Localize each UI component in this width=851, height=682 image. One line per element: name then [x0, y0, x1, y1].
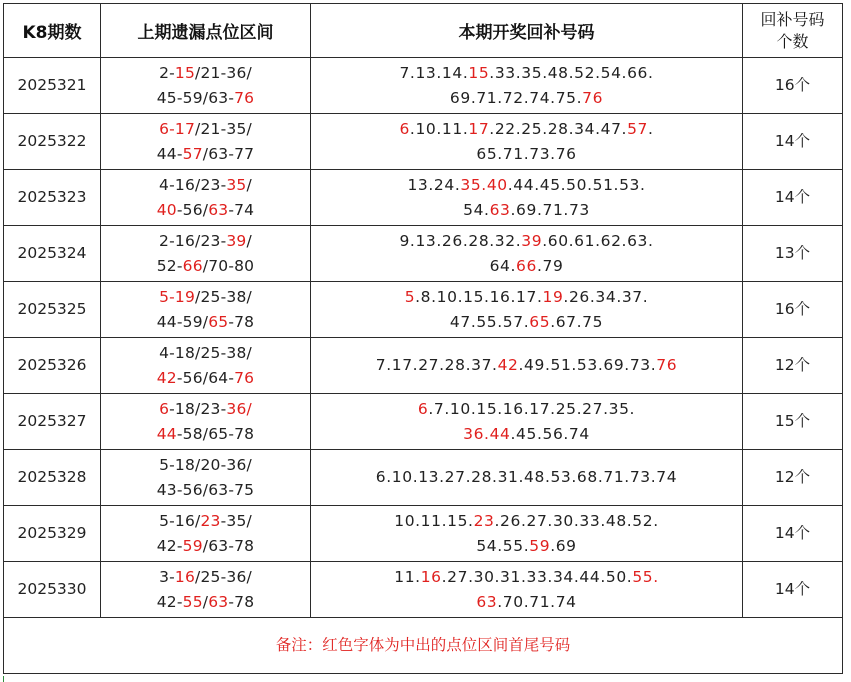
- sheet-edge-marker: [3, 676, 4, 682]
- range-line: [101, 173, 310, 198]
- numbers-segment: 13.24.: [407, 175, 461, 194]
- range-highlight-segment: 40: [156, 200, 177, 219]
- numbers-highlight-segment: 65: [529, 312, 551, 331]
- numbers-segment: .67.75: [550, 312, 604, 331]
- numbers-cell: [311, 450, 743, 506]
- range-line: [101, 117, 310, 142]
- range-segment: 5-18/20-36/: [159, 455, 252, 474]
- range-segment: -56/: [176, 200, 209, 219]
- numbers-cell: [311, 58, 743, 114]
- range-cell: [101, 450, 311, 506]
- range-segment: /63-78: [202, 536, 255, 555]
- note-row: [4, 618, 843, 674]
- range-highlight-segment: 63: [208, 592, 229, 611]
- range-segment: 45-59/63-: [156, 88, 235, 107]
- numbers-segment: .26.27.30.33.48.52.: [494, 511, 659, 530]
- count-cell: 14个: [743, 562, 843, 618]
- period-cell: 2025325: [4, 282, 101, 338]
- range-highlight-segment: 65: [208, 312, 229, 331]
- numbers-highlight-segment: 17: [468, 119, 490, 138]
- range-segment: 44-59/: [156, 312, 209, 331]
- numbers-highlight-segment: 66: [516, 256, 537, 275]
- numbers-highlight-segment: 35.40: [460, 175, 508, 194]
- numbers-line: [311, 117, 742, 142]
- range-highlight-segment: 23: [200, 511, 221, 530]
- numbers-line: [311, 509, 742, 534]
- numbers-line: [311, 86, 742, 111]
- numbers-line: [311, 173, 742, 198]
- range-line: [101, 86, 310, 111]
- range-segment: 4-16/23-: [159, 175, 227, 194]
- range-line: [101, 453, 310, 478]
- range-highlight-segment: 63: [208, 200, 229, 219]
- range-segment: /25-36/: [195, 567, 252, 586]
- numbers-highlight-segment: 76: [656, 356, 678, 374]
- numbers-highlight-segment: 63: [489, 200, 511, 219]
- count-cell: 15个: [743, 394, 843, 450]
- numbers-line: [311, 422, 742, 447]
- numbers-cell: [311, 338, 743, 394]
- period-cell: 2025328: [4, 450, 101, 506]
- range-highlight-segment: 66: [182, 256, 203, 275]
- range-cell: [101, 114, 311, 170]
- range-line: [101, 422, 310, 447]
- table-row: [4, 394, 843, 450]
- count-cell: 14个: [743, 506, 843, 562]
- range-segment: 42-: [156, 536, 183, 555]
- numbers-segment: 6.10.13.27.28.31.48.53.68.71.73.74: [375, 468, 678, 486]
- count-cell: 12个: [743, 338, 843, 394]
- range-highlight-segment: 15: [174, 63, 196, 82]
- range-line: [101, 590, 310, 615]
- numbers-line: [311, 465, 742, 490]
- range-segment: -35/: [220, 511, 252, 530]
- numbers-highlight-segment: 16: [420, 567, 442, 586]
- count-cell: 14个: [743, 114, 843, 170]
- numbers-highlight-segment: 42: [497, 356, 519, 374]
- numbers-highlight-segment: 59: [529, 536, 551, 555]
- numbers-segment: .7.10.15.16.17.25.27.35.: [428, 399, 636, 418]
- range-line: [101, 478, 310, 503]
- count-cell: 13个: [743, 226, 843, 282]
- range-highlight-segment: 39: [226, 231, 247, 250]
- table-row: [4, 450, 843, 506]
- range-segment: /25-38/: [195, 287, 252, 306]
- numbers-line: [311, 590, 742, 615]
- numbers-segment: 11.: [394, 567, 421, 586]
- count-cell: 16个: [743, 282, 843, 338]
- range-cell: [101, 562, 311, 618]
- table-body: [4, 58, 843, 618]
- numbers-segment: .49.51.53.69.73.: [518, 356, 657, 374]
- range-line: [101, 285, 310, 310]
- numbers-highlight-segment: 6: [399, 119, 410, 138]
- range-cell: [101, 338, 311, 394]
- range-line: [101, 565, 310, 590]
- numbers-segment: 64.: [489, 256, 517, 275]
- range-highlight-segment: 35: [226, 175, 247, 194]
- period-cell: 2025329: [4, 506, 101, 562]
- numbers-highlight-segment: 19: [542, 287, 564, 306]
- range-cell: [101, 170, 311, 226]
- range-segment: 2-: [159, 63, 175, 82]
- range-segment: /63-77: [202, 144, 255, 163]
- range-line: [101, 229, 310, 254]
- numbers-highlight-segment: 55.: [632, 567, 659, 586]
- numbers-highlight-segment: 23: [473, 511, 495, 530]
- numbers-highlight-segment: 6: [417, 399, 429, 418]
- range-segment: /70-80: [202, 256, 255, 275]
- range-line: [101, 397, 310, 422]
- numbers-line: [311, 397, 742, 422]
- numbers-highlight-segment: 5: [404, 287, 416, 306]
- numbers-line: [311, 198, 742, 223]
- range-highlight-segment: 57: [182, 144, 203, 163]
- range-line: [101, 310, 310, 335]
- k8-replenish-table: [3, 3, 843, 674]
- numbers-highlight-segment: 39: [521, 231, 543, 250]
- numbers-segment: .8.10.15.16.17.: [415, 287, 543, 306]
- numbers-line: [311, 142, 742, 167]
- range-segment: /21-35/: [195, 119, 252, 138]
- table-row: [4, 506, 843, 562]
- table-row: [4, 114, 843, 170]
- numbers-segment: .45.56.74: [510, 424, 590, 443]
- numbers-line: [311, 534, 742, 559]
- note-text: 备注：红色字体为中出的点位区间首尾号码: [4, 618, 843, 674]
- numbers-highlight-segment: 57: [627, 119, 649, 138]
- range-segment: -74: [228, 200, 255, 219]
- range-line: [101, 341, 310, 366]
- range-segment: -18/23-: [169, 399, 227, 418]
- period-cell: 2025321: [4, 58, 101, 114]
- range-segment: /21-36/: [195, 63, 252, 82]
- range-highlight-segment: 5-19: [159, 287, 196, 306]
- table-row: [4, 170, 843, 226]
- range-cell: [101, 226, 311, 282]
- header-numbers: 本期开奖回补号码: [311, 4, 743, 58]
- range-segment: /: [246, 231, 252, 250]
- numbers-segment: .27.30.31.33.34.44.50.: [441, 567, 633, 586]
- numbers-cell: [311, 282, 743, 338]
- numbers-cell: [311, 114, 743, 170]
- numbers-cell: [311, 226, 743, 282]
- numbers-segment: 69.71.72.74.75.: [449, 88, 583, 107]
- numbers-line: [311, 61, 742, 86]
- range-segment: 43-56/63-75: [156, 480, 255, 499]
- numbers-cell: [311, 506, 743, 562]
- range-highlight-segment: 59: [182, 536, 203, 555]
- range-segment: -58/65-78: [176, 424, 255, 443]
- numbers-segment: .44.45.50.51.53.: [507, 175, 646, 194]
- range-segment: 5-16/: [159, 511, 201, 530]
- count-cell: 14个: [743, 170, 843, 226]
- numbers-segment: 10.11.15.: [394, 511, 474, 530]
- numbers-segment: 47.55.57.: [449, 312, 530, 331]
- range-segment: 3-: [159, 567, 175, 586]
- period-cell: 2025323: [4, 170, 101, 226]
- numbers-line: [311, 229, 742, 254]
- range-line: [101, 509, 310, 534]
- numbers-segment: 54.55.: [476, 536, 530, 555]
- period-cell: 2025327: [4, 394, 101, 450]
- range-highlight-segment: 6-17: [159, 119, 196, 138]
- range-line: [101, 254, 310, 279]
- table-row: [4, 562, 843, 618]
- header-count-line1: 回补号码: [760, 9, 825, 29]
- numbers-line: [311, 254, 742, 279]
- range-highlight-segment: 36/: [226, 399, 252, 418]
- range-cell: [101, 58, 311, 114]
- numbers-cell: [311, 170, 743, 226]
- numbers-highlight-segment: 76: [582, 88, 604, 107]
- numbers-segment: .79: [536, 256, 564, 275]
- range-highlight-segment: 44: [156, 424, 177, 443]
- numbers-segment: 7.13.14.: [399, 63, 469, 82]
- range-line: [101, 61, 310, 86]
- period-cell: 2025326: [4, 338, 101, 394]
- table-row: [4, 338, 843, 394]
- count-cell: 16个: [743, 58, 843, 114]
- range-line: [101, 198, 310, 223]
- range-cell: [101, 506, 311, 562]
- numbers-segment: .69.71.73: [510, 200, 590, 219]
- range-segment: 4-18/25-38/: [159, 343, 252, 362]
- header-period: K8期数: [4, 4, 101, 58]
- numbers-highlight-segment: 63: [476, 592, 498, 611]
- numbers-segment: 65.71.73.76: [476, 144, 577, 163]
- numbers-cell: [311, 394, 743, 450]
- numbers-highlight-segment: 36.44: [463, 424, 511, 443]
- numbers-segment: .: [648, 119, 654, 138]
- range-segment: /: [246, 175, 252, 194]
- numbers-highlight-segment: 15: [468, 63, 490, 82]
- header-count-line2: 个数: [776, 31, 809, 51]
- range-highlight-segment: 16: [174, 567, 196, 586]
- range-highlight-segment: 42: [156, 368, 177, 387]
- table-row: [4, 282, 843, 338]
- range-segment: -78: [228, 312, 255, 331]
- range-segment: /: [202, 592, 209, 611]
- range-segment: 52-: [156, 256, 183, 275]
- numbers-segment: .33.35.48.52.54.66.: [489, 63, 654, 82]
- range-highlight-segment: 76: [234, 368, 255, 387]
- numbers-segment: 7.17.27.28.37.: [375, 356, 498, 374]
- range-segment: -56/64-: [176, 368, 235, 387]
- numbers-line: [311, 310, 742, 335]
- range-segment: -78: [228, 592, 255, 611]
- numbers-segment: .22.25.28.34.47.: [489, 119, 628, 138]
- range-segment: 2-16/23-: [159, 231, 227, 250]
- numbers-line: [311, 285, 742, 310]
- numbers-segment: .69: [550, 536, 577, 555]
- numbers-line: [311, 565, 742, 590]
- range-line: [101, 534, 310, 559]
- range-highlight-segment: 55: [182, 592, 203, 611]
- numbers-line: [311, 353, 742, 378]
- period-cell: 2025322: [4, 114, 101, 170]
- numbers-segment: 9.13.26.28.32.: [399, 231, 522, 250]
- table-row: [4, 58, 843, 114]
- numbers-segment: .70.71.74: [497, 592, 577, 611]
- range-line: [101, 366, 310, 391]
- range-segment: 44-: [156, 144, 183, 163]
- numbers-segment: .10.11.: [409, 119, 469, 138]
- numbers-segment: 54.: [463, 200, 490, 219]
- count-cell: 12个: [743, 450, 843, 506]
- header-count: [743, 4, 843, 58]
- range-cell: [101, 394, 311, 450]
- numbers-segment: .60.61.62.63.: [542, 231, 654, 250]
- numbers-cell: [311, 562, 743, 618]
- header-range: 上期遗漏点位区间: [101, 4, 311, 58]
- header-row: [4, 4, 843, 58]
- table-row: [4, 226, 843, 282]
- range-line: [101, 142, 310, 167]
- range-segment: 42-: [156, 592, 183, 611]
- range-cell: [101, 282, 311, 338]
- range-highlight-segment: 6: [159, 399, 170, 418]
- range-highlight-segment: 76: [234, 88, 255, 107]
- numbers-segment: .26.34.37.: [563, 287, 649, 306]
- period-cell: 2025324: [4, 226, 101, 282]
- period-cell: 2025330: [4, 562, 101, 618]
